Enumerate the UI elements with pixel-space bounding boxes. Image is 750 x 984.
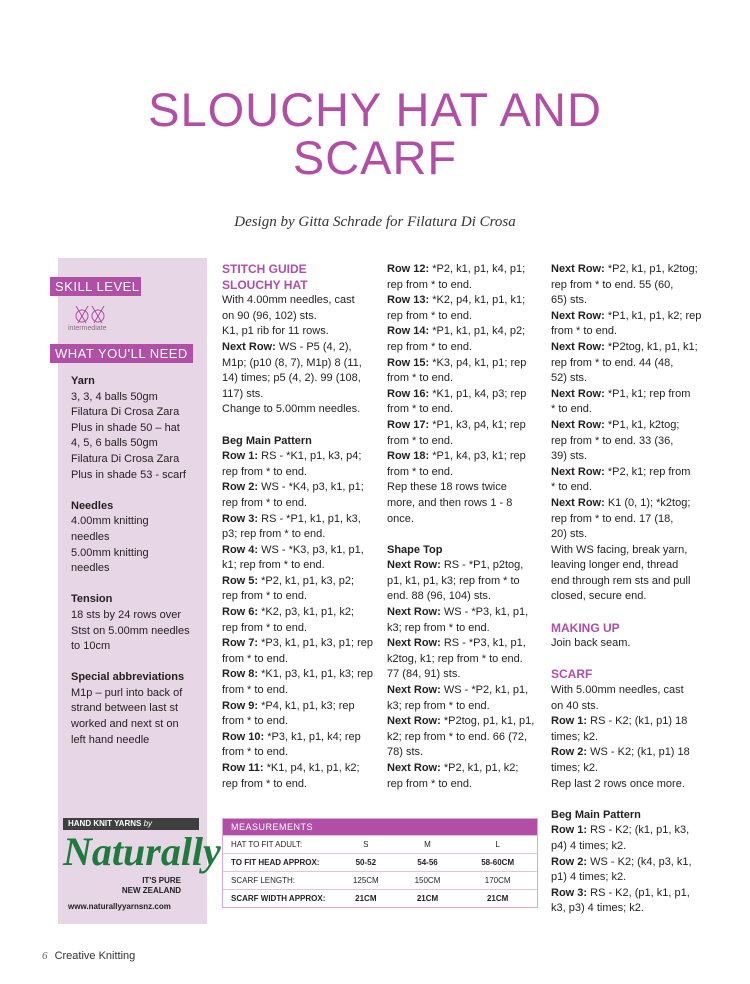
instruction-continuation: rep from * to end. [387, 340, 472, 353]
subheading: Beg Main Pattern [222, 434, 312, 447]
subheading: Shape Top [387, 543, 443, 556]
instruction-row: Row 4: WS - *K3, p3, k1, p1, [222, 543, 364, 556]
size-l-value: L [458, 836, 537, 854]
yarn-line: Filatura Di Crosa Zara [71, 452, 180, 465]
instruction-continuation: end. 88 (96, 104) sts. [387, 590, 491, 603]
instruction-row: Row 17: *P1, k3, p4, k1; rep [387, 418, 526, 431]
instruction-row: Row 18: *P1, k4, p3, k1; rep [387, 450, 526, 463]
instruction-row: Row 2: WS - *K4, p3, k1, p1; [222, 481, 364, 494]
naturally-yarns-logo [63, 816, 221, 918]
instruction-continuation: from * to end. [387, 434, 454, 447]
text-line: K1, p1 rib for 11 rows. [222, 325, 329, 338]
measurement-row [223, 872, 537, 890]
abbreviations-heading: Special abbreviations [71, 671, 185, 684]
instruction-row: Row 2: WS - K2; (k4, p3, k1, [551, 855, 692, 868]
needles-line: 5.00mm knitting [71, 546, 149, 559]
instruction-continuation: from * to end. [551, 325, 618, 338]
measurement-row [223, 854, 537, 872]
instruction-row: Next Row: *P2tog, p1, k1, p1, [387, 715, 535, 728]
size-s-value: S [335, 836, 397, 854]
designer-byline: Design by Gitta Schrade for Filatura Di Crosa [234, 214, 516, 230]
text-line: With 4.00mm needles, cast [222, 294, 355, 307]
instruction-row: Next Row: RS - *P3, k1, p1, [387, 637, 526, 650]
instruction-row: Row 8: *K1, p3, k1, p1, k3; rep [222, 668, 374, 681]
instruction-row: Next Row: WS - *P2, k1, p1, [387, 684, 529, 697]
instruction-continuation: 39) sts. [551, 450, 588, 463]
text-line: closed, secure end. [551, 590, 647, 603]
needles-heading: Needles [71, 499, 114, 512]
instruction-continuation: from * to end. [222, 652, 289, 665]
instruction-row: Row 6: *K2, p3, k1, p1, k2; [222, 606, 355, 619]
instruction-row: Row 7: *P3, k1, p1, k3, p1; rep [222, 637, 374, 650]
logo-tagline: IT'S PURE [142, 876, 181, 885]
yarn-line: 4, 5, 6 balls 50gm [71, 437, 158, 450]
instruction-row: Row 3: RS - *P1, k1, p1, k3, [222, 512, 361, 525]
yarn-line: 3, 3, 4 balls 50gm [71, 390, 158, 403]
text-line: on 40 sts. [551, 699, 599, 712]
instruction-continuation: 20) sts. [551, 528, 588, 541]
instruction-row: Row 9: *P4, k1, p1, k3; rep [222, 699, 355, 712]
tension-heading: Tension [71, 593, 113, 606]
section-heading: SLOUCHY HAT [222, 277, 308, 292]
measurement-row [223, 890, 537, 908]
instruction-continuation: rep from * to end. 55 (60, [551, 278, 674, 291]
instruction-continuation: k3, p3) 4 times; k2. [551, 902, 644, 915]
size-m-value: M [397, 836, 459, 854]
instruction-row: Next Row: *P1, k1; rep from [551, 387, 691, 400]
instruction-row: Row 5: *P2, k1, p1, k3, p2; [222, 574, 355, 587]
needles-line: needles [71, 562, 110, 575]
text-line: end through rem sts and pull [551, 574, 691, 587]
instruction-continuation: k3; rep from * to end. [387, 699, 490, 712]
text-line: once. [387, 512, 414, 525]
instruction-row: Next Row: *P2tog, k1, p1, k1; [551, 340, 698, 353]
logo-url: www.naturallyyarnsnz.com [68, 902, 171, 911]
title-line-2: SCARF [292, 131, 458, 184]
needles-line: needles [71, 530, 110, 543]
page-footer [42, 950, 135, 962]
abbreviation-line: left hand needle [71, 733, 150, 746]
instruction-row: Row 15: *K3, p4, k1, p1; rep [387, 356, 527, 369]
instruction-row: Next Row: WS - P5 (4, 2), [222, 340, 352, 353]
materials-list [71, 374, 203, 748]
size-m-value: 150CM [397, 872, 459, 890]
instruction-row: Next Row: WS - *P3, k1, p1, [387, 606, 529, 619]
instruction-continuation: k3; rep from * to end. [387, 621, 490, 634]
instruction-row: Row 3: RS - K2, (p1, k1, p1, [551, 886, 690, 899]
instruction-continuation: * to end. [551, 481, 592, 494]
size-m-value: 54-56 [397, 854, 459, 872]
instruction-row: Row 10: *P3, k1, p1, k4; rep [222, 730, 361, 743]
text-line: Rep these 18 rows twice [387, 481, 507, 494]
instruction-continuation: rep from * to end. [387, 777, 472, 790]
column-1 [222, 262, 382, 792]
text-line: Join back seam. [551, 637, 631, 650]
instruction-continuation: rep from * to end. [222, 777, 307, 790]
instruction-continuation: 78) sts. [387, 746, 424, 759]
text-line: leaving longer end, thread [551, 559, 679, 572]
instruction-continuation: 77 (84, 91) sts. [387, 668, 461, 681]
page-title [0, 83, 750, 184]
instruction-continuation: * to end. [551, 403, 592, 416]
measurement-row [223, 836, 537, 854]
instruction-row: Next Row: *P2, k1, p1, k2tog; [551, 263, 698, 275]
instruction-continuation: p1) 4 times; k2. [551, 871, 627, 884]
text-line: With 5.00mm needles, cast [551, 684, 684, 697]
text-line: With WS facing, break yarn, [551, 543, 688, 556]
size-s-value: 125CM [335, 872, 397, 890]
instruction-continuation: rep from * to end. 17 (18, [551, 512, 674, 525]
section-heading: SCARF [551, 667, 593, 682]
logo-banner: HAND KNIT YARNS by [63, 818, 199, 830]
instruction-row: Next Row: *P1, k1, p1, k2; rep [551, 309, 702, 322]
measurement-label: HAT TO FIT ADULT: [223, 836, 335, 854]
instruction-continuation: from * to end. [387, 403, 454, 416]
title-line-1: SLOUCHY HAT AND [148, 83, 602, 136]
instruction-row: Next Row: *P2, k1, p1, k2; [387, 762, 519, 774]
measurement-label: SCARF LENGTH: [223, 872, 335, 890]
needles-line: 4.00mm knitting [71, 515, 149, 528]
skill-level-label: intermediate [68, 325, 107, 332]
measurement-label: TO FIT HEAD APPROX: [223, 854, 335, 872]
text-line: Rep last 2 rows once more. [551, 777, 685, 790]
text-line: 117) sts. [222, 387, 264, 400]
instruction-continuation: p4) 4 times; k2. [551, 839, 627, 852]
instruction-row: Row 1: RS - K2; (k1, p1) 18 [551, 715, 688, 728]
instruction-row: Next Row: K1 (0, 1); *k2tog; [551, 496, 691, 509]
instruction-continuation: rep from * to end. [222, 621, 307, 634]
instruction-continuation: p1, k1, p1, k3; rep from * to [387, 574, 520, 587]
yarn-balls-icon [70, 303, 110, 325]
logo-tagline: NEW ZEALAND [121, 886, 181, 895]
text-line: M1p; (p10 (8, 7), M1p) 8 (11, [222, 356, 362, 369]
section-heading: STITCH GUIDE [222, 262, 307, 276]
instruction-continuation: 52) sts. [551, 372, 588, 385]
size-l-value: 170CM [458, 872, 537, 890]
measurement-label: SCARF WIDTH APPROX: [223, 890, 335, 908]
size-m-value: 21CM [397, 890, 459, 908]
instruction-continuation: from * to end. [222, 684, 289, 697]
abbreviation-line: M1p – purl into back of [71, 686, 183, 699]
instruction-continuation: rep from * to end. [222, 590, 307, 603]
column-2 [387, 262, 547, 792]
instruction-row: Row 13: *K2, p4, k1, p1, k1; [387, 294, 526, 307]
measurements-heading: MEASUREMENTS [223, 819, 537, 835]
tension-line: 18 sts by 24 rows over [71, 608, 182, 621]
instruction-continuation: rep from * to end. [387, 309, 472, 322]
instruction-row: Next Row: *P1, k1, k2tog; [551, 418, 680, 431]
instruction-continuation: from * to end. [387, 372, 454, 385]
instruction-continuation: k2; rep from * to end. 66 (72, [387, 730, 528, 743]
abbreviation-line: worked and next st on [71, 718, 179, 731]
instruction-continuation: rep from * to end. 44 (48, [551, 356, 674, 369]
skill-level-heading: SKILL LEVEL [50, 277, 141, 296]
instruction-row: Row 16: *K1, p1, k4, p3; rep [387, 387, 527, 400]
instruction-continuation: p3; rep from * to end. [222, 528, 326, 541]
instruction-continuation: times; k2. [551, 762, 599, 774]
instruction-row: Row 14: *P1, k1, p1, k4, p2; [387, 325, 526, 338]
instruction-row: Row 11: *K1, p4, k1, p1, k2; [222, 762, 360, 774]
instruction-continuation: from * to end. [387, 465, 454, 478]
yarn-line: Plus in shade 50 – hat [71, 421, 180, 434]
size-l-value: 21CM [458, 890, 537, 908]
tension-line: to 10cm [71, 640, 111, 653]
text-line: more, and then rows 1 - 8 [387, 496, 513, 509]
page-number: 6 [42, 950, 48, 962]
text-line: on 90 (96, 102) sts. [222, 309, 317, 322]
measurements-table [222, 818, 538, 908]
instruction-continuation: rep from * to end. [222, 465, 307, 478]
instruction-continuation: from * to end. [222, 746, 289, 759]
instruction-continuation: times; k2. [551, 730, 599, 743]
instruction-row: Row 2: WS - K2; (k1, p1) 18 [551, 746, 690, 759]
what-you-need-heading: WHAT YOU'LL NEED [50, 344, 193, 363]
instruction-continuation: rep from * to end. 33 (36, [551, 434, 674, 447]
logo-wordmark: Naturally [63, 829, 221, 874]
instruction-row: Row 1: RS - K2; (k1, p1, k3, [551, 824, 690, 837]
instruction-continuation: from * to end. [222, 715, 289, 728]
size-s-value: 50-52 [335, 854, 397, 872]
instruction-row: Next Row: *P2, k1; rep from [551, 465, 691, 478]
subheading: Beg Main Pattern [551, 808, 641, 821]
abbreviation-line: strand between last st [71, 702, 179, 715]
instruction-continuation: 65) sts. [551, 294, 588, 307]
text-line: 14) times; p5 (4, 2). 99 (108, [222, 372, 361, 385]
yarn-line: Plus in shade 53 - scarf [71, 468, 186, 481]
tension-line: Stst on 5.00mm needles [71, 624, 190, 637]
instruction-continuation: k1; rep from * to end. [222, 559, 325, 572]
size-s-value: 21CM [335, 890, 397, 908]
instruction-continuation: rep from * to end. [222, 496, 307, 509]
instruction-continuation: rep from * to end. [387, 278, 472, 291]
magazine-name: Creative Knitting [54, 950, 136, 962]
section-heading: MAKING UP [551, 620, 620, 635]
yarn-line: Filatura Di Crosa Zara [71, 406, 180, 419]
instruction-continuation: k2tog, k1; rep from * to end. [387, 652, 523, 665]
instruction-row: Row 12: *P2, k1, p1, k4, p1; [387, 263, 526, 275]
instruction-row: Next Row: RS - *P1, p2tog, [387, 559, 524, 572]
text-line: Change to 5.00mm needles. [222, 403, 361, 416]
instruction-row: Row 1: RS - *K1, p1, k3, p4; [222, 450, 362, 463]
yarn-heading: Yarn [71, 375, 95, 387]
column-3 [551, 262, 716, 917]
size-l-value: 58-60CM [458, 854, 537, 872]
